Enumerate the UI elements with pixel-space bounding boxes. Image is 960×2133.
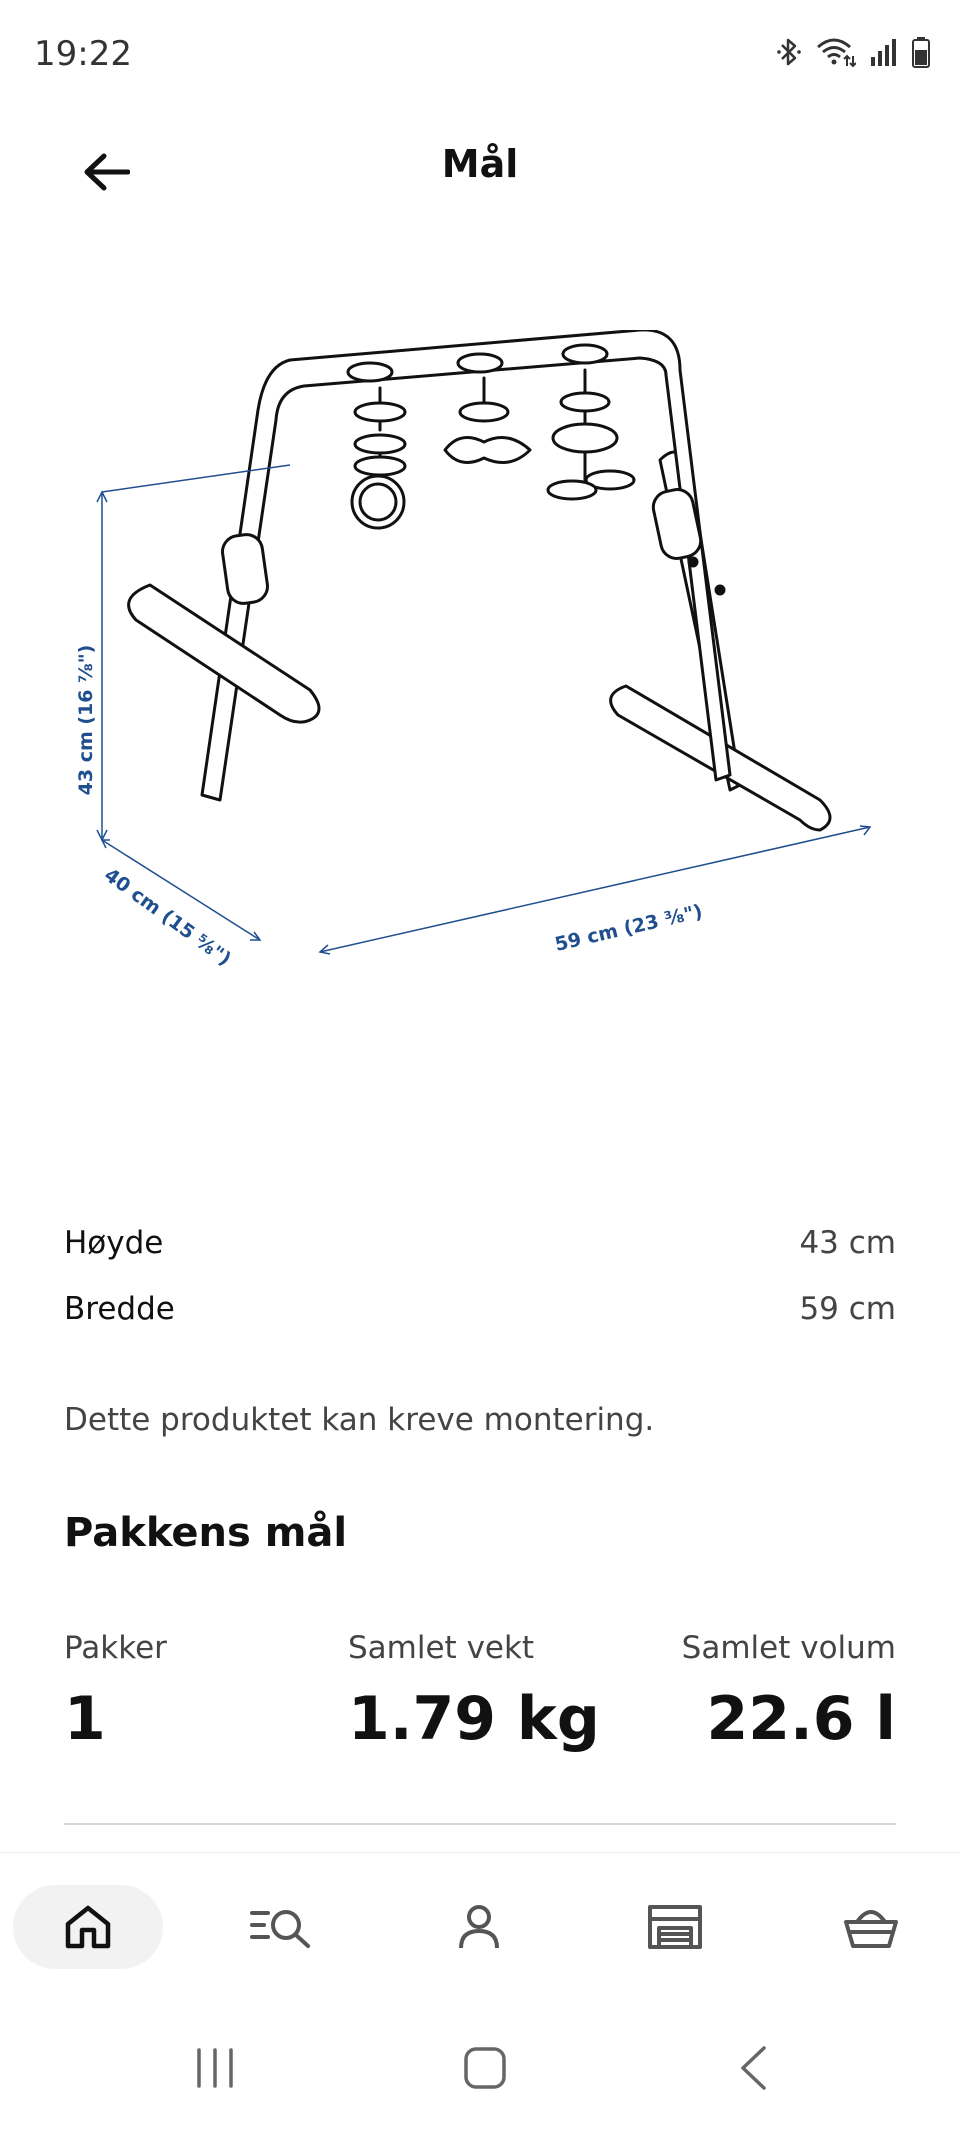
nav-store[interactable] — [600, 1885, 750, 1969]
bluetooth-icon — [776, 36, 802, 68]
dimension-value: 43 cm — [799, 1225, 896, 1261]
system-navigation — [0, 2002, 960, 2133]
package-weight-value: 1.79 kg — [348, 1684, 600, 1754]
store-icon — [647, 1904, 703, 1950]
height-dimension-label: 43 cm (16 ⅞") — [75, 644, 97, 796]
width-dimension-label: 59 cm (23 ⅜") — [552, 900, 705, 956]
package-volume — [682, 1630, 896, 1754]
bottom-navigation — [0, 1852, 960, 2002]
divider — [64, 1823, 896, 1825]
nav-search[interactable] — [206, 1885, 356, 1969]
basket-icon — [843, 1904, 899, 1950]
dimension-list — [64, 1210, 896, 1342]
system-back-button[interactable] — [708, 2030, 798, 2106]
search-list-icon — [250, 1905, 312, 1949]
home-button-icon — [463, 2046, 507, 2090]
header — [0, 108, 960, 218]
package-weight — [348, 1630, 600, 1754]
page-title: Mål — [441, 142, 519, 186]
assembly-note: Dette produktet kan kreve montering. — [64, 1402, 655, 1438]
status-bar — [0, 0, 960, 108]
depth-dimension-label: 40 cm (15 ⅝") — [100, 863, 235, 971]
status-time: 19:22 — [34, 34, 132, 74]
package-count — [64, 1630, 167, 1754]
back-chevron-icon — [738, 2045, 768, 2091]
battery-icon — [912, 36, 930, 68]
status-icons — [776, 36, 930, 68]
package-count-value: 1 — [64, 1684, 106, 1754]
package-details — [64, 1630, 896, 1760]
wifi-icon — [816, 36, 856, 68]
dimension-label: Bredde — [64, 1291, 175, 1327]
package-volume-value: 22.6 l — [706, 1684, 896, 1754]
dimension-label: Høyde — [64, 1225, 164, 1261]
recents-button[interactable] — [170, 2030, 260, 2106]
nav-home[interactable] — [13, 1885, 163, 1969]
profile-icon — [457, 1904, 501, 1950]
dimension-value: 59 cm — [799, 1291, 896, 1327]
package-count-label: Pakker — [64, 1630, 167, 1666]
home-icon — [64, 1904, 112, 1950]
recents-icon — [193, 2048, 237, 2088]
signal-icon — [870, 37, 898, 67]
product-dimension-illustration — [40, 330, 920, 1090]
package-weight-label: Samlet vekt — [348, 1630, 535, 1666]
dimension-row-width — [64, 1276, 896, 1342]
package-heading: Pakkens mål — [64, 1510, 348, 1556]
dimension-row-height — [64, 1210, 896, 1276]
play-gym-drawing — [40, 330, 920, 1090]
system-home-button[interactable] — [440, 2030, 530, 2106]
nav-cart[interactable] — [796, 1885, 946, 1969]
package-volume-label: Samlet volum — [681, 1630, 896, 1666]
nav-profile[interactable] — [404, 1885, 554, 1969]
